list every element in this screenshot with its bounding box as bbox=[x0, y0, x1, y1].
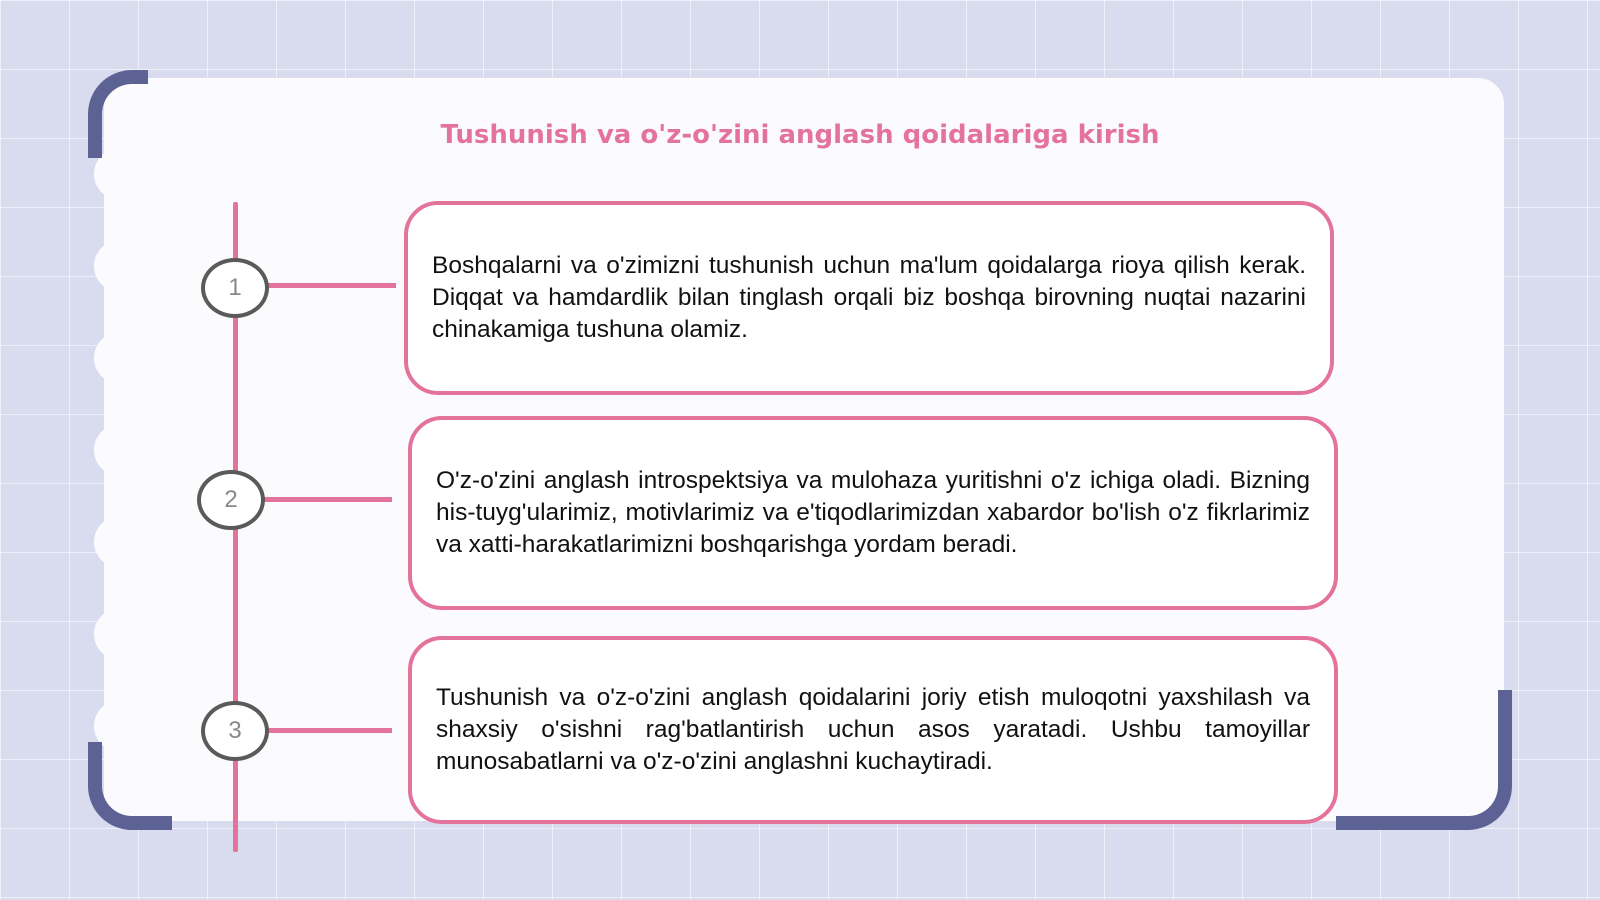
step-text-2: O'z-o'zini anglash introspektsiya va mulohaza yuritishni o'z ichiga oladi. Bizning his-tuyg'ularimiz, motivlarimiz va e'tiqodlarimizdan xabardor bo'lish o'z fikrlarimiz va xatti-harakatlarimizni boshqarishga yordam beradi. bbox=[436, 467, 1310, 558]
notch-decoration bbox=[94, 424, 126, 476]
step-box-3 bbox=[408, 636, 1338, 824]
step-text-3: Tushunish va o'z-o'zini anglash qoidalarini joriy etish muloqotni yaxshilash va shaxsiy o'sishni rag'batlantirish uchun asos yaratadi. Ushbu tamoyillar munosabatlarni va o'z-o'zini anglashni kuchaytiradi. bbox=[436, 684, 1310, 775]
step-number-1: 1 bbox=[201, 258, 269, 318]
corner-bracket-bottom-right bbox=[1336, 690, 1512, 830]
notch-decoration bbox=[94, 332, 126, 384]
timeline-connector-3 bbox=[266, 728, 392, 733]
step-text-1: Boshqalarni va o'zimizni tushunish uchun ma'lum qoidalarga rioya qilish kerak. Diqqat va hamdardlik bilan tinglash orqali biz boshqa birovning nuqtai nazarini chinakamiga tushuna olamiz. bbox=[432, 252, 1306, 343]
notch-decoration bbox=[94, 516, 126, 568]
step-box-2 bbox=[408, 416, 1338, 610]
timeline-connector-1 bbox=[266, 283, 396, 288]
timeline-connector-2 bbox=[262, 497, 392, 502]
notch-decoration bbox=[94, 608, 126, 660]
step-box-1 bbox=[404, 201, 1334, 395]
step-number-2: 2 bbox=[197, 470, 265, 530]
corner-bracket-bottom-left bbox=[88, 742, 172, 830]
notch-decoration bbox=[94, 240, 126, 292]
step-number-3: 3 bbox=[201, 701, 269, 761]
slide-title: Tushunish va o'z-o'zini anglash qoidalariga kirish bbox=[440, 120, 1160, 150]
